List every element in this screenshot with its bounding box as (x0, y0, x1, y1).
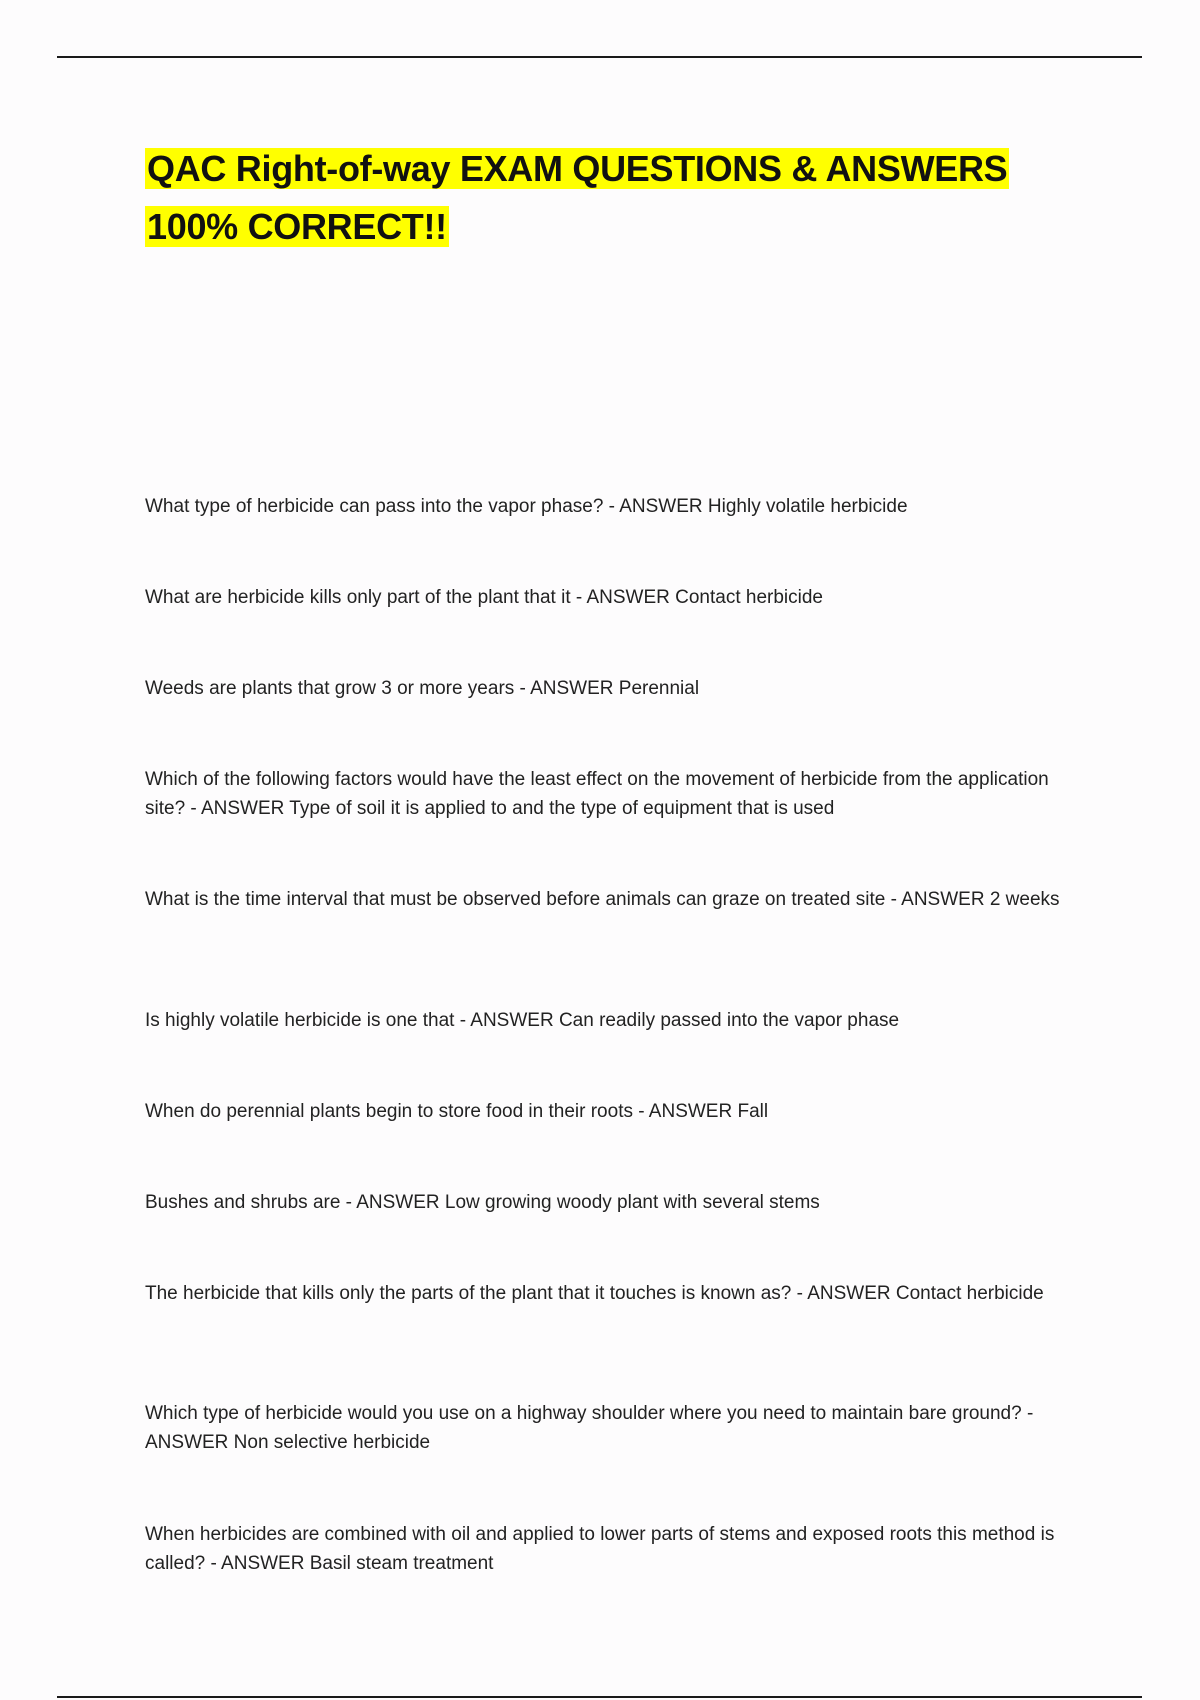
qa-item-9: The herbicide that kills only the parts of the plant that it touches is known as? - ANSWER Contact herbicide (145, 1283, 1044, 1304)
document-title (145, 140, 1065, 256)
qa-item-2: What are herbicide kills only part of the plant that it - ANSWER Contact herbicide (145, 587, 823, 608)
document-content (145, 140, 1065, 1574)
top-rule (57, 56, 1142, 58)
qa-item-6: Is highly volatile herbicide is one that - ANSWER Can readily passed into the vapor phase (145, 1010, 900, 1031)
qa-item-5: What is the time interval that must be observed before animals can graze on treated site - ANSWER 2 weeks (145, 889, 1060, 910)
qa-item-3: Weeds are plants that grow 3 or more years - ANSWER Perennial (145, 678, 700, 699)
qa-item-8: Bushes and shrubs are - ANSWER Low growing woody plant with several stems (145, 1192, 820, 1213)
qa-item-4: Which of the following factors would have the least effect on the movement of herbicide from the application site? - ANSWER Type of soil it is applied to and the type of equipment that is used (145, 769, 1049, 819)
title-highlight: QAC Right-of-way EXAM QUESTIONS & ANSWERS 100% CORRECT!! (147, 148, 1008, 247)
qa-item-10: Which type of herbicide would you use on a highway shoulder where you need to maintain bare ground? - ANSWER Non selective herbicide (145, 1403, 1034, 1453)
qa-item-11: When herbicides are combined with oil and applied to lower parts of stems and exposed roots this method is called? - ANSWER Basil steam treatment (145, 1524, 1055, 1574)
bottom-rule (57, 1696, 1142, 1698)
qa-item-1: What type of herbicide can pass into the vapor phase? - ANSWER Highly volatile herbicide (145, 496, 908, 517)
qa-item-7: When do perennial plants begin to store food in their roots - ANSWER Fall (145, 1101, 769, 1122)
